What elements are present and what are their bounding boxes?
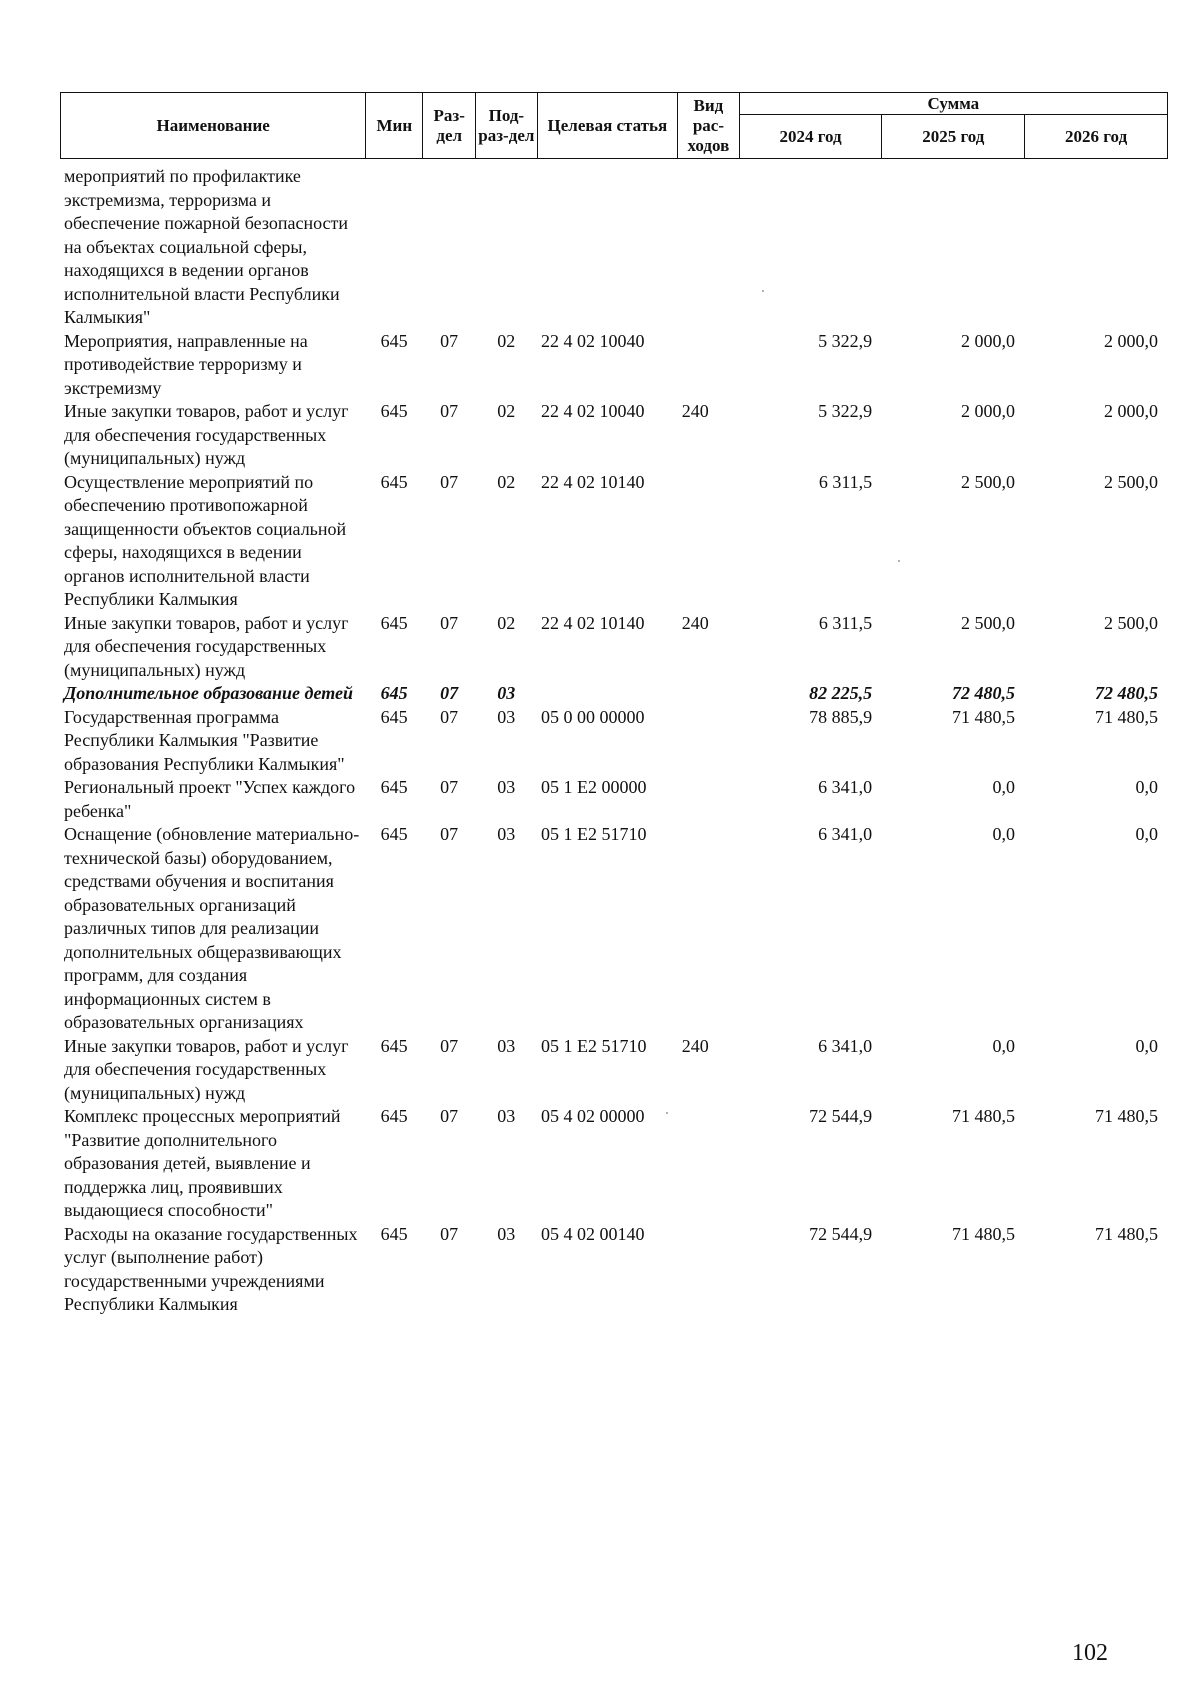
- header-min: Мин: [366, 93, 423, 159]
- row-sum-2024: 72 544,9: [809, 1223, 873, 1244]
- row-sum-2026: 2 000,0: [1104, 401, 1158, 421]
- row-podrazdel: 03: [497, 1106, 516, 1126]
- row-podrazdel: 02: [497, 612, 516, 633]
- row-min: 645: [380, 1106, 408, 1126]
- row-name: мероприятий по профилактике экстремизма, терроризма и обеспечение пожарной безопасности на объектах социальной сферы, находящихся в ведении органов исполнительной власти Республики Калмыкия": [64, 166, 349, 327]
- row-name: Расходы на оказание государственных услуг (выполнение работ) государственными учреждениями Республики Калмыкия: [64, 1223, 358, 1314]
- row-sum-2025: 2 500,0: [961, 471, 1016, 492]
- row-target: 05 0 00 00000: [541, 706, 645, 727]
- budget-table-body: [60, 165, 1168, 1317]
- row-min: 645: [380, 471, 408, 492]
- row-sum-2025: 2 000,0: [961, 401, 1016, 421]
- row-vid: [678, 471, 740, 612]
- row-podrazdel: 03: [497, 777, 516, 797]
- table-row: [60, 1035, 1168, 1106]
- table-row: [60, 682, 1168, 706]
- row-name: Государственная программа Республики Калмыкия "Развитие образования Республики Калмыкия": [64, 706, 345, 774]
- table-row: [60, 823, 1168, 1035]
- row-vid: 240: [681, 612, 709, 633]
- row-sum-2025: 0,0: [992, 824, 1016, 844]
- table-row: [60, 400, 1168, 471]
- row-vid: [678, 706, 740, 777]
- row-target: [537, 165, 678, 330]
- row-vid: 240: [681, 401, 709, 421]
- row-vid: [678, 823, 740, 1035]
- row-name: Оснащение (обновление материально-технической базы) оборудованием, средствами обучения и воспитания образовательных организаций различных типов для реализации дополнительных общеразвивающих программ, для создания информационных систем в образовательных организациях: [64, 824, 360, 1032]
- table-row: [60, 1223, 1168, 1317]
- row-target: 05 1 E2 00000: [541, 777, 647, 797]
- row-target: 05 4 02 00140: [541, 1223, 645, 1244]
- row-razdel: 07: [440, 1106, 459, 1126]
- header-razdel: Раз-дел: [423, 93, 476, 159]
- row-razdel: 07: [440, 777, 459, 797]
- row-min: 645: [380, 777, 408, 797]
- row-sum-2026: 2 000,0: [1104, 330, 1158, 351]
- row-sum-2026: 2 500,0: [1104, 471, 1158, 492]
- row-razdel: [423, 165, 476, 330]
- row-razdel: 07: [440, 401, 459, 421]
- scan-speck: [666, 1112, 668, 1114]
- row-name: Иные закупки товаров, работ и услуг для обеспечения государственных (муниципальных) нужд: [64, 401, 349, 468]
- row-name: Осуществление мероприятий по обеспечению противопожарной защищенности объектов социальной сферы, находящихся в ведении органов исполнительной власти Республики Калмыкия: [64, 471, 347, 609]
- row-vid: [678, 330, 740, 401]
- header-target: Целевая статья: [537, 93, 678, 159]
- table-row: [60, 330, 1168, 401]
- row-min: 645: [380, 330, 408, 351]
- row-sum-2025: 0,0: [992, 777, 1016, 797]
- row-podrazdel: 03: [497, 824, 516, 844]
- row-sum-2024: 5 322,9: [818, 401, 873, 421]
- row-razdel: 07: [440, 824, 459, 844]
- header-2026: 2026 год: [1025, 115, 1168, 159]
- row-sum-2024: [739, 165, 882, 330]
- row-target: [537, 682, 678, 706]
- row-sum-2026: 71 480,5: [1095, 1106, 1158, 1126]
- row-sum-2025: 0,0: [992, 1035, 1016, 1056]
- row-sum-2024: 6 341,0: [818, 1035, 873, 1056]
- row-target: 05 1 E2 51710: [541, 1035, 647, 1056]
- row-razdel: 07: [440, 683, 459, 703]
- table-row: [60, 706, 1168, 777]
- row-podrazdel: 02: [497, 401, 516, 421]
- table-row: [60, 471, 1168, 612]
- row-sum-2026: 0,0: [1135, 1035, 1158, 1056]
- row-sum-2025: 71 480,5: [952, 706, 1016, 727]
- row-name: Региональный проект "Успех каждого ребенка": [64, 777, 356, 821]
- row-target: 22 4 02 10140: [541, 471, 645, 492]
- row-name: Комплекс процессных мероприятий "Развитие дополнительного образования детей, выявление и поддержка лиц, проявивших выдающиеся способности": [64, 1106, 341, 1220]
- row-podrazdel: 03: [497, 706, 516, 727]
- row-sum-2024: 6 311,5: [818, 612, 873, 633]
- row-min: 645: [380, 401, 408, 421]
- row-target: 05 1 E2 51710: [541, 824, 647, 844]
- row-sum-2025: 2 500,0: [961, 612, 1016, 633]
- row-sum-2025: 71 480,5: [952, 1223, 1016, 1244]
- table-row: [60, 1105, 1168, 1223]
- row-sum-2025: [882, 165, 1025, 330]
- row-min: 645: [380, 1223, 408, 1244]
- row-min: [366, 165, 423, 330]
- row-sum-2026: 71 480,5: [1095, 1223, 1158, 1244]
- row-name: Иные закупки товаров, работ и услуг для обеспечения государственных (муниципальных) нужд: [64, 612, 349, 680]
- row-sum-2026: 2 500,0: [1104, 612, 1158, 633]
- scan-speck: [762, 290, 764, 292]
- row-vid: [678, 165, 740, 330]
- row-target: 05 4 02 00000: [541, 1106, 645, 1126]
- row-sum-2026: 71 480,5: [1095, 706, 1158, 727]
- row-razdel: 07: [440, 612, 459, 633]
- header-sum: Сумма: [739, 93, 1167, 115]
- row-sum-2024: 72 544,9: [809, 1106, 873, 1126]
- row-razdel: 07: [440, 471, 459, 492]
- row-target: 22 4 02 10040: [541, 330, 645, 351]
- row-sum-2024: 6 341,0: [818, 777, 873, 797]
- row-razdel: 07: [440, 706, 459, 727]
- row-min: 645: [380, 706, 408, 727]
- header-name: Наименование: [61, 93, 366, 159]
- row-sum-2026: 0,0: [1135, 824, 1158, 844]
- row-sum-2024: 82 225,5: [809, 683, 873, 703]
- row-sum-2024: 78 885,9: [809, 706, 873, 727]
- row-podrazdel: 03: [497, 683, 516, 703]
- row-sum-2026: [1025, 165, 1168, 330]
- row-razdel: 07: [440, 1223, 459, 1244]
- row-name: Мероприятия, направленные на противодействие терроризму и экстремизму: [64, 330, 308, 398]
- table-row: [60, 165, 1168, 330]
- row-podrazdel: [475, 165, 537, 330]
- row-podrazdel: 02: [497, 330, 516, 351]
- row-vid: [678, 682, 740, 706]
- row-min: 645: [380, 612, 408, 633]
- page-number: 102: [1072, 1640, 1108, 1666]
- row-sum-2025: 72 480,5: [952, 683, 1016, 703]
- header-2024: 2024 год: [739, 115, 882, 159]
- row-sum-2026: 72 480,5: [1095, 683, 1158, 703]
- row-sum-2026: 0,0: [1135, 777, 1158, 797]
- row-vid: 240: [681, 1035, 709, 1056]
- row-name: Иные закупки товаров, работ и услуг для обеспечения государственных (муниципальных) нужд: [64, 1035, 349, 1103]
- scan-speck: [898, 560, 900, 562]
- row-sum-2025: 2 000,0: [961, 330, 1016, 351]
- header-podrazdel: Под-раз-дел: [476, 93, 538, 159]
- table-row: [60, 776, 1168, 823]
- row-podrazdel: 03: [497, 1223, 516, 1244]
- row-podrazdel: 03: [497, 1035, 516, 1056]
- row-min: 645: [380, 683, 408, 703]
- row-razdel: 07: [440, 330, 459, 351]
- row-sum-2025: 71 480,5: [952, 1106, 1016, 1126]
- row-vid: [678, 1223, 740, 1317]
- row-name: Дополнительное образование детей: [64, 683, 353, 703]
- row-target: 22 4 02 10040: [541, 401, 645, 421]
- row-sum-2024: 6 311,5: [818, 471, 873, 492]
- row-vid: [678, 776, 740, 823]
- table-header: [60, 92, 1168, 159]
- row-target: 22 4 02 10140: [541, 612, 645, 633]
- row-razdel: 07: [440, 1035, 459, 1056]
- row-vid: [678, 1105, 740, 1223]
- header-vid: Вид рас-ходов: [678, 93, 740, 159]
- row-sum-2024: 6 341,0: [818, 824, 873, 844]
- header-2025: 2025 год: [882, 115, 1025, 159]
- row-podrazdel: 02: [497, 471, 516, 492]
- row-min: 645: [380, 824, 408, 844]
- table-row: [60, 612, 1168, 683]
- row-min: 645: [380, 1035, 408, 1056]
- row-sum-2024: 5 322,9: [818, 330, 873, 351]
